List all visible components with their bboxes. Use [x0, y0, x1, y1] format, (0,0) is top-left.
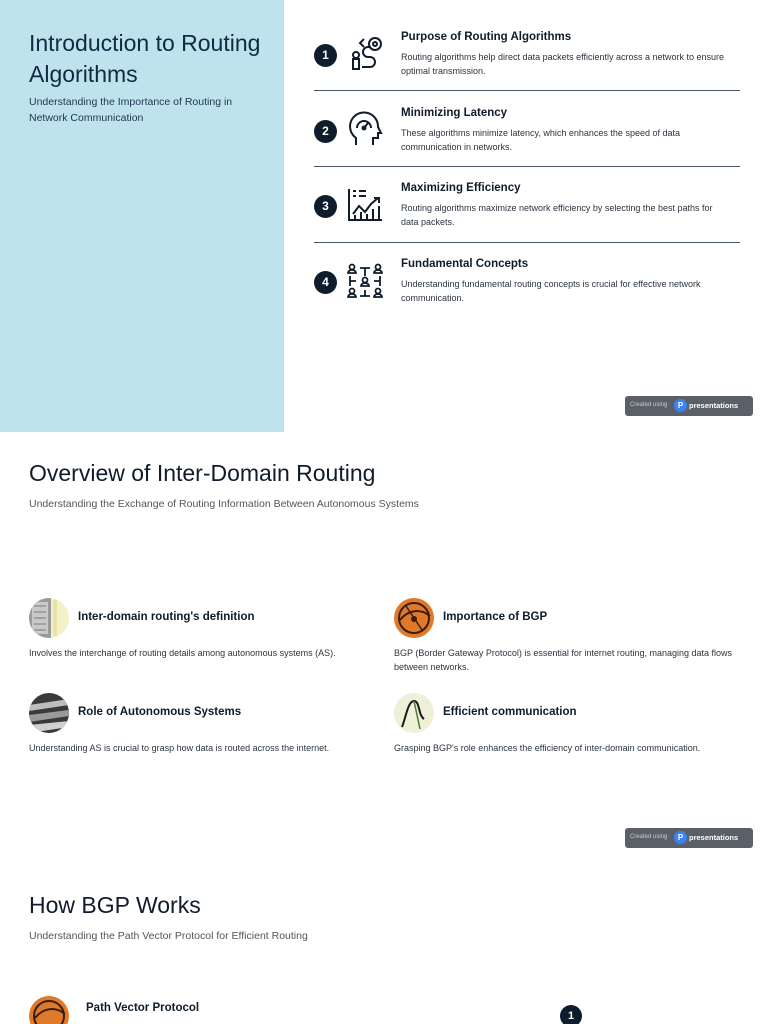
card-heading: Inter-domain routing's definition	[78, 611, 255, 623]
number-badge: 2	[314, 120, 337, 143]
card-image	[394, 693, 434, 733]
slide-routing-intro	[0, 0, 768, 432]
brand-label: presentations	[689, 401, 739, 410]
created-using-label: Created using	[630, 834, 668, 840]
card-heading: Importance of BGP	[443, 611, 548, 623]
created-using-badge[interactable]	[625, 828, 753, 848]
card-heading: Efficient communication	[443, 706, 577, 718]
created-using-badge[interactable]	[625, 396, 753, 416]
card-image	[29, 598, 69, 638]
item-heading: Purpose of Routing Algorithms	[401, 31, 572, 43]
card-description: Grasping BGP's role enhances the efficiency of inter-domain communication.	[394, 743, 701, 753]
list-item-efficiency	[314, 182, 740, 258]
number-badge: 1	[560, 1005, 582, 1024]
list-item-concepts	[314, 258, 740, 334]
slide-title: How BGP Works	[29, 892, 201, 918]
number-badge: 1	[314, 44, 337, 67]
number-badge: 3	[314, 195, 337, 218]
item-heading: Maximizing Efficiency	[401, 182, 521, 194]
slide-inter-domain-overview	[0, 432, 768, 864]
chart-growth-icon	[346, 186, 384, 224]
slide-subtitle: Understanding the Path Vector Protocol for Efficient Routing	[29, 930, 308, 942]
item-image	[29, 996, 69, 1024]
item-description: Routing algorithms maximize network efficiency by selecting the best paths for data packets.	[401, 203, 713, 227]
list-item-purpose	[314, 31, 740, 107]
item-description: Routing algorithms help direct data packets efficiently across a network to ensure optimal transmission.	[401, 52, 725, 76]
number-badge: 4	[314, 271, 337, 294]
route-target-icon	[346, 35, 384, 73]
card-description: BGP (Border Gateway Protocol) is essential for internet routing, managing data flows between networks.	[394, 648, 733, 672]
list-item-latency	[314, 107, 740, 183]
brand-label: presentations	[689, 833, 739, 842]
created-using-label: Created using	[630, 402, 668, 408]
slide-subtitle: Understanding the Exchange of Routing Information Between Autonomous Systems	[29, 498, 419, 510]
slide-subtitle: Understanding the Importance of Routing in Network Communication	[29, 96, 233, 124]
slide-how-bgp-works	[0, 864, 768, 1024]
divider	[314, 166, 740, 167]
item-description: Understanding fundamental routing concepts is crucial for effective network communication.	[401, 279, 701, 303]
divider	[314, 242, 740, 243]
slide-title: Introduction to Routing Algorithms	[29, 30, 261, 87]
item-description: These algorithms minimize latency, which enhances the speed of data communication in networks.	[401, 128, 680, 152]
card-image	[394, 598, 434, 638]
org-network-icon	[346, 262, 384, 300]
card-description: Understanding AS is crucial to grasp how data is routed across the internet.	[29, 743, 330, 753]
presentations-logo-icon: P	[674, 831, 687, 844]
title-panel	[0, 0, 284, 432]
item-heading: Minimizing Latency	[401, 107, 508, 119]
card-description: Involves the interchange of routing details among autonomous systems (AS).	[29, 648, 336, 658]
presentations-logo-icon: P	[674, 399, 687, 412]
head-gauge-icon	[346, 111, 384, 149]
item-heading: Path Vector Protocol	[86, 1002, 200, 1014]
divider	[314, 90, 740, 91]
card-heading: Role of Autonomous Systems	[78, 706, 242, 718]
card-image	[29, 693, 69, 733]
slide-title: Overview of Inter-Domain Routing	[29, 460, 376, 486]
item-heading: Fundamental Concepts	[401, 258, 529, 270]
